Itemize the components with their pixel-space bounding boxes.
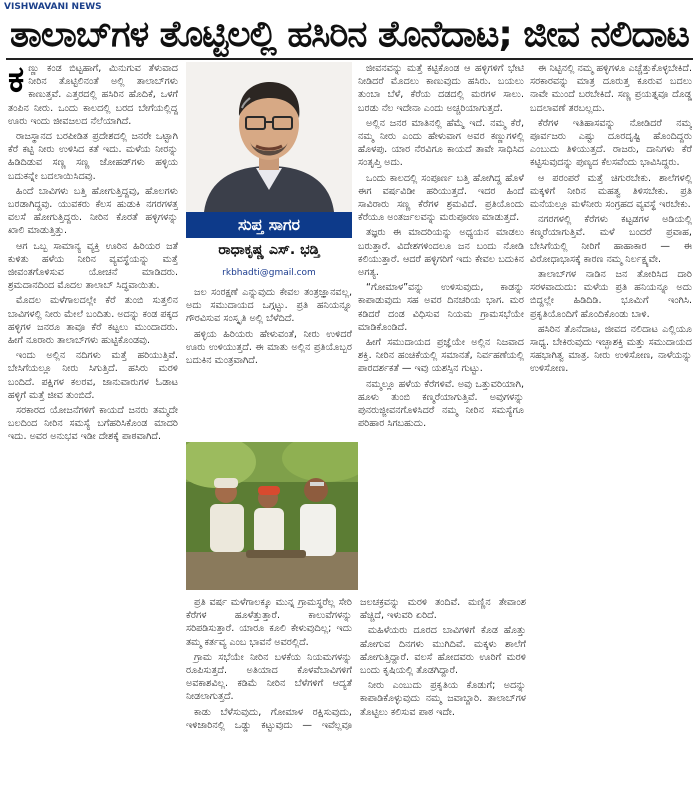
paragraph: ಆ ಪರಂಪರೆ ಮತ್ತೆ ಚಿಗುರಬೇಕು. ಶಾಲೆಗಳಲ್ಲಿ ಮಕ್ಕಳಿಗೆ ನೀರಿನ ಮಹತ್ವ ತಿಳಿಸಬೇಕು. ಪ್ರತಿ ಮನೆಯಲ್ಲೂ ಮಳೆನೀರು ಸಂಗ್ರಹದ ವ್ಯವಸ್ಥೆ ಇರಬೇಕು. bbox=[530, 172, 692, 211]
paragraph: ತಾಲಾಬ್‌ಗಳ ನಾಡಿನ ಜನ ತೋರಿಸಿದ ದಾರಿ ಸರಳವಾದುದು: ಮಳೆಯ ಪ್ರತಿ ಹನಿಯನ್ನೂ ಅದು ಬಿದ್ದಲ್ಲೇ ಹಿಡಿದಿಡಿ. ಭೂಮಿಗೆ ಇಂಗಿಸಿ. ಪ್ರಕೃತಿಯೊಂದಿಗೆ ಹೊಂದಿಕೊಂಡು ಬಾಳಿ. bbox=[530, 269, 692, 320]
paragraph: ನಗರಗಳಲ್ಲಿ ಕೆರೆಗಳು ಕಟ್ಟಡಗಳ ಅಡಿಯಲ್ಲಿ ಕಣ್ಮರೆಯಾಗುತ್ತಿವೆ. ಮಳೆ ಬಂದರೆ ಪ್ರವಾಹ, ಬೇಸಿಗೆಯಲ್ಲಿ ನೀರಿಗೆ ಹಾಹಾಕಾರ — ಈ ವಿರೋಧಾಭಾಸಕ್ಕೆ ಕಾರಣ ನಮ್ಮ ನಿರ್ಲಕ್ಷ್ಯವೇ. bbox=[530, 214, 692, 265]
paragraph: ಮಹಿಳೆಯರು ದೂರದ ಬಾವಿಗಳಿಗೆ ಕೊಡ ಹೊತ್ತು ಹೋಗುವ ದಿನಗಳು ಮುಗಿದಿವೆ. ಮಕ್ಕಳು ಶಾಲೆಗೆ ಹೋಗುತ್ತಿದ್ದಾರೆ. ವಲಸೆ ಹೋದವರು ಊರಿಗೆ ಮರಳಿ ಬಂದು ಕೃಷಿಯಲ್ಲಿ ತೊಡಗಿದ್ದಾರೆ. bbox=[360, 625, 526, 677]
village-elders-photo bbox=[186, 442, 358, 590]
paragraph: ಕಾಡು ಬೆಳೆಸುವುದು, ಗೋಮಾಳ ರಕ್ಷಿಸುವುದು, ಇಳಿಜಾರಿನಲ್ಲಿ ಒಡ್ಡು ಕಟ್ಟುವುದು — ಇವೆಲ್ಲವೂ ಜಲಚಕ್ರವನ್ನು ಮರಳಿ ತಂದಿವೆ. ಮಣ್ಣಿನ ತೇವಾಂಶ ಹೆಚ್ಚಿದೆ, ಇಳುವರಿ ಏರಿದೆ. bbox=[186, 597, 526, 731]
article-column-2 bbox=[186, 286, 352, 440]
paragraph: ಹಳ್ಳಿಯ ಹಿರಿಯರು ಹೇಳುವಂತೆ, ನೀರು ಉಳಿದರೆ ಊರು ಉಳಿಯುತ್ತದೆ. ಈ ಮಾತು ಅಲ್ಲಿನ ಪ್ರತಿಯೊಬ್ಬರ ಬದುಕಿನ ಮಂತ್ರವಾಗಿದೆ. bbox=[186, 328, 352, 367]
author-portrait bbox=[186, 62, 352, 212]
paragraph: ಗ್ರಾಮ ಸಭೆಯೇ ನೀರಿನ ಬಳಕೆಯ ನಿಯಮಗಳನ್ನು ರೂಪಿಸುತ್ತದೆ. ಅತಿಯಾದ ಕೊಳವೆಬಾವಿಗಳಿಗೆ ಅವಕಾಶವಿಲ್ಲ. ಕಡಿಮೆ ನೀರಿನ ಬೆಳೆಗಳಿಗೆ ಆದ್ಯತೆ ನೀಡಲಾಗುತ್ತದೆ. bbox=[186, 651, 352, 703]
drop-cap: ಕ bbox=[8, 62, 25, 100]
paragraph: ಹೀಗೆ ಸಮುದಾಯದ ಪ್ರಜ್ಞೆಯೇ ಅಲ್ಲಿನ ನಿಜವಾದ ಶಕ್ತಿ. ನೀರಿನ ಹಂಚಿಕೆಯಲ್ಲಿ ಸಮಾನತೆ, ನಿರ್ವಹಣೆಯಲ್ಲಿ ಪಾರದರ್ಶಕತೆ — ಇವು ಯಶಸ್ಸಿನ ಗುಟ್ಟು. bbox=[358, 337, 524, 375]
columnist-box bbox=[186, 62, 352, 284]
article-column-1 bbox=[8, 62, 178, 806]
paragraph: ಈ ನಿಟ್ಟಿನಲ್ಲಿ ನಮ್ಮ ಹಳ್ಳಿಗಳೂ ಎಚ್ಚೆತ್ತುಕೊಳ್ಳಬೇಕಿದೆ. ಸರಕಾರವನ್ನು ಮಾತ್ರ ದೂರುತ್ತ ಕೂರುವ ಬದಲು ನಾವೇ ಮುಂದೆ ಬರಬೇಕಿದೆ. ಸಣ್ಣ ಪ್ರಯತ್ನವೂ ದೊಡ್ಡ ಬದಲಾವಣೆ ತರಬಲ್ಲದು. bbox=[530, 63, 692, 114]
author-email[interactable]: rkbhadti@gmail.com bbox=[222, 268, 316, 278]
paragraph: ಇಂದು ಅಲ್ಲಿನ ನದಿಗಳು ಮತ್ತೆ ಹರಿಯುತ್ತಿವೆ. ಬೇಸಿಗೆಯಲ್ಲೂ ನೀರು ಸಿಗುತ್ತಿದೆ. ಹಸಿರು ಮರಳಿ ಬಂದಿದೆ. ಪಕ್ಷಿಗಳ ಕಲರವ, ಜಾನುವಾರುಗಳ ಓಡಾಟ ಹಳ್ಳಿಗೆ ಮತ್ತೆ ಜೀವ ತುಂಬಿದೆ. bbox=[8, 350, 178, 401]
paragraph: “ಗೋಮಾಳ”ವನ್ನು ಉಳಿಸುವುದು, ಕಾಡನ್ನು ಕಾಪಾಡುವುದು ಸಹ ಅವರ ದಿನಚರಿಯ ಭಾಗ. ಮರ ಕಡಿದರೆ ದಂಡ ವಿಧಿಸುವ ನಿಯಮ ಗ್ರಾಮಸಭೆಯೇ ಮಾಡಿಕೊಂಡಿದೆ. bbox=[358, 282, 524, 333]
paragraph: ಮೊದಲ ಮಳೆಗಾಲದಲ್ಲೇ ಕೆರೆ ತುಂಬಿ ಸುತ್ತಲಿನ ಬಾವಿಗಳಲ್ಲಿ ನೀರು ಮೇಲೆ ಬಂದಿತು. ಅದನ್ನು ಕಂಡ ಪಕ್ಕದ ಹಳ್ಳಿಗಳ ಜನರೂ ತಾವೂ ಕೆರೆ ಕಟ್ಟಲು ಮುಂದಾದರು. ಹೀಗೆ ನೂರಾರು ತಾಲಾಬ್‌ಗಳು ಹುಟ್ಟಿಕೊಂಡವು. bbox=[8, 295, 178, 347]
paragraph: ನಮ್ಮಲ್ಲೂ ಹಳೆಯ ಕೆರೆಗಳಿವೆ. ಅವು ಒತ್ತುವರಿಯಾಗಿ, ಹೂಳು ತುಂಬಿ ಕಣ್ಮರೆಯಾಗುತ್ತಿವೆ. ಅವುಗಳನ್ನು ಪುನರುಜ್ಜೀವನಗೊಳಿಸಿದರೆ ನಮ್ಮ ನೀರಿನ ಸಮಸ್ಯೆಗೂ ಪರಿಹಾರ ಸಿಗಬಹುದು. bbox=[358, 378, 524, 430]
paragraph: ಹಿಂದೆ ಬಾವಿಗಳು ಬತ್ತಿ ಹೋಗುತ್ತಿದ್ದವು, ಹೊಲಗಳು ಬರಡಾಗಿದ್ದವು. ಯುವಕರು ಕೆಲಸ ಹುಡುಕಿ ನಗರಗಳತ್ತ ವಲಸೆ ಹೋಗುತ್ತಿದ್ದರು. ನೀರಿನ ಕೊರತೆ ಹಳ್ಳಿಗಳನ್ನು ಖಾಲಿ ಮಾಡುತ್ತಿತ್ತು. bbox=[8, 185, 178, 237]
paragraph: ಸರಕಾರದ ಯೋಜನೆಗಳಿಗೆ ಕಾಯದೆ ಜನರು ತಮ್ಮದೇ ಬಲದಿಂದ ನೀರಿನ ಸಮಸ್ಯೆ ಬಗೆಹರಿಸಿಕೊಂಡ ಮಾದರಿ ಇದು. ಅವರ ಅನುಭವ ಇಡೀ ದೇಶಕ್ಕೆ ಪಾಠವಾಗಿದೆ. bbox=[8, 405, 178, 443]
paragraph: ಜೀವನವನ್ನು ಮತ್ತೆ ಕಟ್ಟಿಕೊಂಡ ಆ ಹಳ್ಳಿಗಳಿಗೆ ಭೇಟಿ ನೀಡಿದರೆ ಮೊದಲು ಕಾಣುವುದು ಹಸಿರು. ಬಯಲು ತುಂಬಾ ಬೆಳೆ, ಕೆರೆಯ ದಡದಲ್ಲಿ ಮರಗಳ ಸಾಲು. ಬರಡು ನೆಲ ಇದೇನಾ ಎಂದು ಅಚ್ಚರಿಯಾಗುತ್ತದೆ. bbox=[358, 63, 524, 114]
paragraph: ಅಲ್ಲಿನ ಜನರ ಮಾತಿನಲ್ಲಿ ಹೆಮ್ಮೆ ಇದೆ. ನಮ್ಮ ಕೆರೆ, ನಮ್ಮ ನೀರು ಎಂದು ಹೇಳುವಾಗ ಅವರ ಕಣ್ಣುಗಳಲ್ಲಿ ಹೊಳಪು. ಯಾರ ನೆರವಿಗೂ ಕಾಯದೆ ತಾವೇ ಸಾಧಿಸಿದ ಸಂತೃಪ್ತಿ ಅದು. bbox=[358, 117, 524, 169]
author-portrait-image bbox=[186, 62, 352, 212]
paragraph: ಕೆರೆಗಳ ಇತಿಹಾಸವನ್ನು ನೋಡಿದರೆ ನಮ್ಮ ಪೂರ್ವಜರು ಎಷ್ಟು ದೂರದೃಷ್ಟಿ ಹೊಂದಿದ್ದರು ಎಂಬುದು ತಿಳಿಯುತ್ತದೆ. ರಾಜರು, ದಾನಿಗಳು ಕೆರೆ ಕಟ್ಟಿಸುವುದನ್ನು ಪುಣ್ಯದ ಕೆಲಸವೆಂದು ಭಾವಿಸಿದ್ದರು. bbox=[530, 117, 692, 169]
paragraph: ಒಂದು ಕಾಲದಲ್ಲಿ ಸಂಪೂರ್ಣ ಬತ್ತಿ ಹೋಗಿದ್ದ ಹೊಳೆ ಈಗ ವರ್ಷವಿಡೀ ಹರಿಯುತ್ತದೆ. ಇದರ ಹಿಂದೆ ಸಾವಿರಾರು ಸಣ್ಣ ಕೆರೆಗಳ ಶ್ರಮವಿದೆ. ಪ್ರತಿಯೊಂದು ಕೆರೆಯೂ ಅಂತರ್ಜಲವನ್ನು ಮರುಪೂರಣ ಮಾಡುತ್ತದೆ. bbox=[358, 172, 524, 224]
paragraph: ತಜ್ಞರು ಈ ಮಾದರಿಯನ್ನು ಅಧ್ಯಯನ ಮಾಡಲು ಬರುತ್ತಾರೆ. ವಿದೇಶಗಳಿಂದಲೂ ಜನ ಬಂದು ನೋಡಿ ಕಲಿಯುತ್ತಾರೆ. ಆದರೆ ಹಳ್ಳಿಗರಿಗೆ ಇದು ಕೇವಲ ಬದುಕಿನ ಅಗತ್ಯ. bbox=[358, 227, 524, 279]
brand-label: VISHWAVANI NEWS bbox=[4, 2, 102, 12]
paragraph: ನೀರು ಎಂಬುದು ಪ್ರಕೃತಿಯ ಕೊಡುಗೆ; ಅದನ್ನು ಕಾಪಾಡಿಕೊಳ್ಳುವುದು ನಮ್ಮ ಜವಾಬ್ದಾರಿ. ತಾಲಾಬ್‌ಗಳ ತೊಟ್ಟಿಲು ಕಲಿಸುವ ಪಾಠ ಇದೇ. bbox=[360, 680, 526, 718]
village-elders-image bbox=[186, 442, 358, 590]
article-column-4 bbox=[530, 62, 692, 806]
paragraph: ಆಗ ಒಬ್ಬ ಸಾಮಾನ್ಯ ವ್ಯಕ್ತಿ ಊರಿನ ಹಿರಿಯರ ಜತೆ ಕುಳಿತು ಹಳೆಯ ನೀರಿನ ವ್ಯವಸ್ಥೆಯನ್ನು ಮತ್ತೆ ಜೀವಂತಗೊಳಿಸುವ ಯೋಚನೆ ಮಾಡಿದರು. ಶ್ರಮದಾನದಿಂದ ಮೊದಲ ತಾಲಾಬ್ ಸಿದ್ಧವಾಯಿತು. bbox=[8, 240, 178, 292]
paragraph: ಣ್ಣು ಕಂಡ ಬಿಟ್ಟಹಾಗೆ, ಮಿನುಗುವ ತೆಳುವಾದ ನೀರಿನ ತೊಟ್ಟಿಲಿನಂತೆ ಅಲ್ಲಿ ತಾಲಾಬ್‌ಗಳು ಕಾಣುತ್ತವೆ. ಎತ್ತರದಲ್ಲಿ ಹಸಿರಿನ ಹೊದಿಕೆ, ಒಳಗೆ ತಂಪಿನ ನೀರು. ಒಂದು ಕಾಲದಲ್ಲಿ ಬರದ ಬೇಗೆಯಲ್ಲಿದ್ದ ಊರು ಇಂದು ಜೀವಜಲದ ನೆಲೆಯಾಗಿದೆ. bbox=[8, 63, 178, 127]
paragraph: ಹಸಿರಿನ ತೊನೆದಾಟ, ಜೀವದ ನಲಿದಾಟ ಎಲ್ಲಿಯೂ ಸಾಧ್ಯ. ಬೇಕಿರುವುದು ಇಚ್ಛಾಶಕ್ತಿ ಮತ್ತು ಸಮುದಾಯದ ಸಹಭಾಗಿತ್ವ ಮಾತ್ರ. ನೀರು ಉಳಿಸೋಣ, ನಾಳೆಯನ್ನು ಉಳಿಸೋಣ. bbox=[530, 323, 692, 375]
paragraph: ರಾಜಸ್ಥಾನದ ಬರಪೀಡಿತ ಪ್ರದೇಶದಲ್ಲಿ ಜನರೇ ಒಟ್ಟಾಗಿ ಕೆರೆ ಕಟ್ಟಿ ನೀರು ಉಳಿಸಿದ ಕತೆ ಇದು. ಮಳೆಯ ನೀರನ್ನು ಹಿಡಿದಿಡುವ ಸಣ್ಣ ಸಣ್ಣ ಜೋಹಡ್‌ಗಳು ಹಳ್ಳಿಯ ಬದುಕನ್ನೇ ಬದಲಾಯಿಸಿದವು. bbox=[8, 131, 178, 182]
headline: ತಾಲಾಬ್‌ಗಳ ತೊಟ್ಟಿಲಲ್ಲಿ ಹಸಿರಿನ ತೊನೆದಾಟ; ಜೀವ ನಲಿದಾಟ bbox=[10, 14, 689, 55]
column-name: ಸುಪ್ತ ಸಾಗರ bbox=[186, 212, 352, 238]
author-name: ರಾಧಾಕೃಷ್ಣ ಎಸ್. ಭಡ್ತಿ bbox=[218, 242, 320, 258]
paragraph: ಪ್ರತಿ ವರ್ಷ ಮಳೆಗಾಲಕ್ಕೂ ಮುನ್ನ ಗ್ರಾಮಸ್ಥರೆಲ್ಲ ಸೇರಿ ಕೆರೆಗಳ ಹೂಳೆತ್ತುತ್ತಾರೆ. ಕಾಲುವೆಗಳನ್ನು ಸರಿಪಡಿಸುತ್ತಾರೆ. ಯಾರೂ ಕೂಲಿ ಕೇಳುವುದಿಲ್ಲ; ಇದು ತಮ್ಮ ಕರ್ತವ್ಯ ಎಂಬ ಭಾವನೆ ಅವರಲ್ಲಿದೆ. bbox=[186, 597, 352, 648]
paragraph: ಜಲ ಸಂರಕ್ಷಣೆ ಎನ್ನುವುದು ಕೇವಲ ತಂತ್ರಜ್ಞಾನವಲ್ಲ, ಅದು ಸಮುದಾಯದ ಒಗ್ಗಟ್ಟು. ಪ್ರತಿ ಹನಿಯನ್ನೂ ಗೌರವಿಸುವ ಸಂಸ್ಕೃತಿ ಅಲ್ಲಿ ಬೆಳೆದಿದೆ. bbox=[186, 287, 352, 325]
article-column-3 bbox=[358, 62, 524, 806]
headline-rule bbox=[6, 58, 693, 60]
